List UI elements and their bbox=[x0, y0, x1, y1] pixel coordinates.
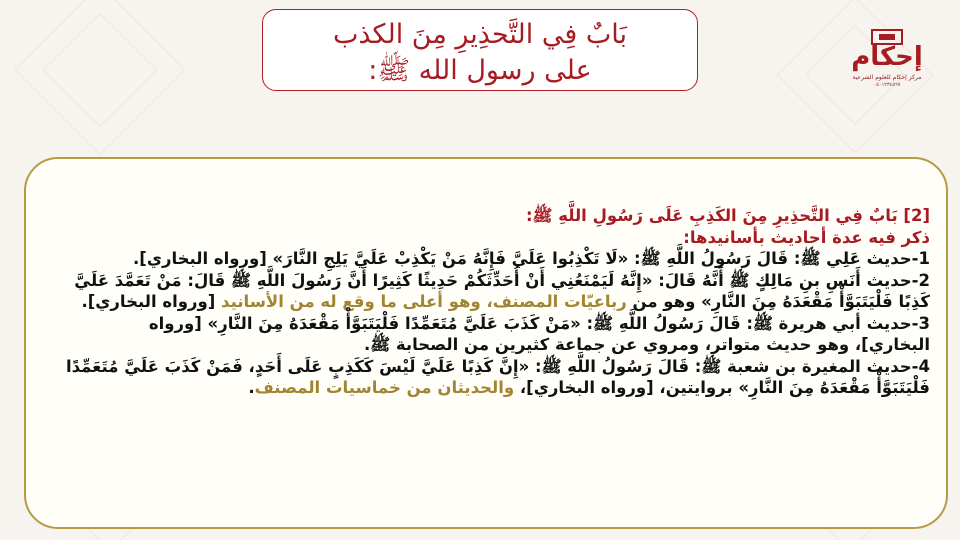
hadith-1: 1-حديث عَلِي ﷺ: قَالَ رَسُولُ اللَّهِ ﷺ: «لَا تَكْذِبُوا عَلَيَّ فَإِنَّهُ مَنْ يَكْذِبْ عَلَيَّ يَلِجِ النَّارَ» [ورواه البخاري]. bbox=[133, 249, 930, 268]
hadith-2-source: [ورواه البخاري]. bbox=[81, 292, 216, 311]
content-body bbox=[40, 205, 930, 399]
hadith-2-line2 bbox=[40, 291, 930, 313]
section-intro: ذكر فيه عدة أحاديث بأسانيدها: bbox=[683, 227, 930, 247]
hadith-4-line1: 4-حديث المغيرة بن شعبة ﷺ: قَالَ رَسُولُ اللَّهِ ﷺ: «إِنَّ كَذِبًا عَلَيَّ لَيْسَ كَكَذِبٍ عَلَى أَحَدٍ، فَمَنْ كَذَبَ عَلَيَّ مُتَعَمِّدًا bbox=[65, 356, 930, 376]
logo-subtitle: مركز إحكام للعلوم الشرعية bbox=[852, 74, 922, 81]
hadith-4-note: والحديثان من خماسيات المصنف bbox=[254, 378, 515, 397]
hadith-2-text: كَذِبًا فَلْيَتَبَوَّأْ مَقْعَدَهُ مِنَ النَّارِ» وهو من bbox=[632, 292, 930, 311]
brand-logo bbox=[848, 28, 926, 90]
section-heading: [2] بَابٌ فِي التَّحذِيرِ مِنَ الكَذِبِ عَلَى رَسُولِ اللَّهِ ﷺ: bbox=[525, 206, 930, 225]
hadith-4-text: فَلْيَتَبَوَّأْ مَقْعَدَهُ مِنَ النَّارِ» بروايتين، [ورواه البخاري]، bbox=[519, 378, 930, 397]
hadith-3-line1: 3-حديث أبي هريرة ﷺ: قَالَ رَسُولُ اللَّهِ ﷺ: «مَنْ كَذَبَ عَلَيَّ مُتَعَمِّدًا فَلْيَتَبَوَّأْ مَقْعَدَهُ مِنَ النَّارِ» [ورواه bbox=[148, 313, 930, 333]
hadith-2-line1: 2-حديث أَنَسِ بنِ مَالِكٍ ﷺ أَنَّهُ قَالَ: «إِنَّهُ لَيَمْنَعُنِي أَنْ أُحَدِّثَكُمْ حَدِيثًا كَثِيرًا أَنَّ رَسُولَ اللَّهِ ﷺ قَالَ: مَنْ تَعَمَّدَ عَلَيَّ bbox=[74, 270, 930, 290]
logo-phone: ٠٥٠١٢٣٤٥٦٧ bbox=[873, 82, 901, 88]
hadith-4-end: . bbox=[248, 378, 255, 397]
slide-title-line1: بَابٌ فِي التَّحذِيرِ مِنَ الكذب bbox=[332, 19, 628, 50]
slide-title-line2: على رسول الله ﷺ: bbox=[368, 55, 592, 86]
hadith-3-line2: البخاري]، وهو حديث متواتر، ومروي عن جماعة كثيرين من الصحابة ﷺ. bbox=[363, 335, 930, 354]
hadith-4-line2 bbox=[40, 377, 930, 399]
slide-title-box bbox=[262, 9, 698, 91]
logo-name: إحكام bbox=[851, 42, 923, 72]
hadith-2-note: رباعيّات المصنف، وهو أعلى ما وقع له من الأسانيد bbox=[221, 292, 627, 311]
